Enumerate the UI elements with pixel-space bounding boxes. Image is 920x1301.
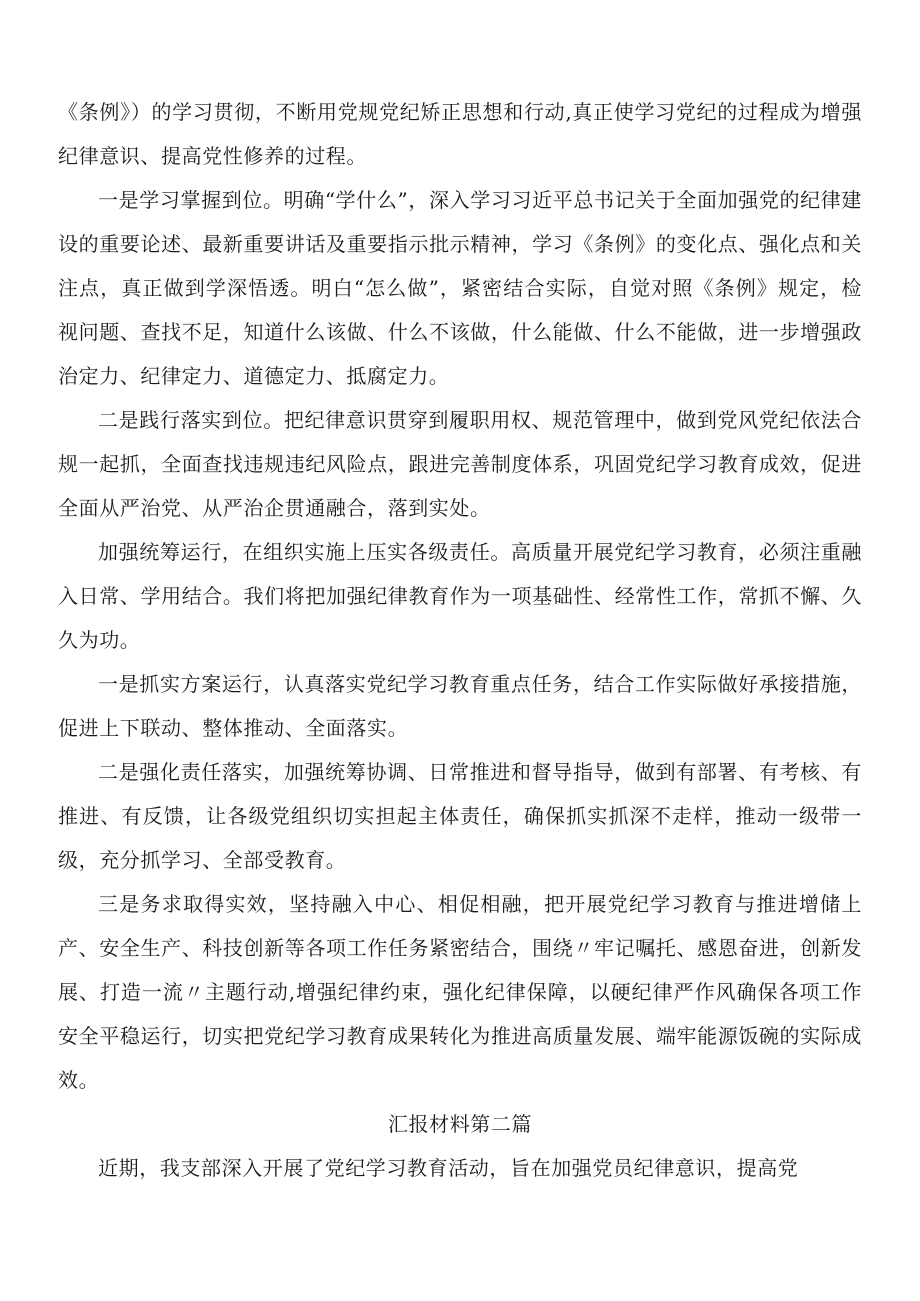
section-title: 汇报材料第二篇 (387, 1112, 533, 1136)
paragraph-second-article-intro: 近期，我支部深入开展了党纪学习教育活动，旨在加强党员纪律意识，提高党 (98, 1156, 799, 1180)
paragraph-continuation: 《条例》）的学习贯彻，不断用党规党纪矫正思想和行动,真正使学习党纪的过程成为增强纪律意识、提高党性修养的过程。 (58, 100, 862, 168)
document-body (58, 90, 862, 1190)
paragraph-responsibility: 二是强化责任落实，加强统筹协调、日常推进和督导指导，做到有部署、有考核、有推进、有反馈，让各级党组织切实担起主体责任，确保抓实抓深不走样，推动一级带一级，充分抓学习、全部受教育。 (58, 760, 862, 872)
paragraph-plan-execution: 一是抓实方案运行，认真落实党纪学习教育重点任务，结合工作实际做好承接措施，促进上下联动、整体推动、全面落实。 (58, 672, 862, 740)
paragraph-effectiveness: 三是务求取得实效，坚持融入中心、相促相融，把开展党纪学习教育与推进增储上产、安全生产、科技创新等各项工作任务紧密结合，围绕〃牢记嘱托、感恩奋进，创新发展、打造一流〃主题行动,增强纪律约束，强化纪律保障，以硬纪律严作风确保各项工作安全平稳运行，切实把党纪学习教育成果转化为推进高质量发展、端牢能源饭碗的实际成效。 (58, 892, 862, 1092)
paragraph-study-mastery: 一是学习掌握到位。明确“学什么”，深入学习习近平总书记关于全面加强党的纪律建设的重要论述、最新重要讲话及重要指示批示精神，学习《条例》的变化点、强化点和关注点，真正做到学深悟透。明白“怎么做”，紧密结合实际，自觉对照《条例》规定，检视问题、查找不足，知道什么该做、什么不该做，什么能做、什么不能做，进一步增强政治定力、纪律定力、道德定力、抵腐定力。 (58, 188, 862, 388)
paragraph-coordination: 加强统筹运行，在组织实施上压实各级责任。高质量开展党纪学习教育，必须注重融入日常、学用结合。我们将把加强纪律教育作为一项基础性、经常性工作，常抓不懈、久久为功。 (58, 540, 862, 652)
paragraph-practice-implementation: 二是践行落实到位。把纪律意识贯穿到履职用权、规范管理中，做到党风党纪依法合规一起抓，全面查找违规违纪风险点，跟进完善制度体系，巩固党纪学习教育成效，促进全面从严治党、从严治企贯通融合，落到实处。 (58, 408, 862, 520)
